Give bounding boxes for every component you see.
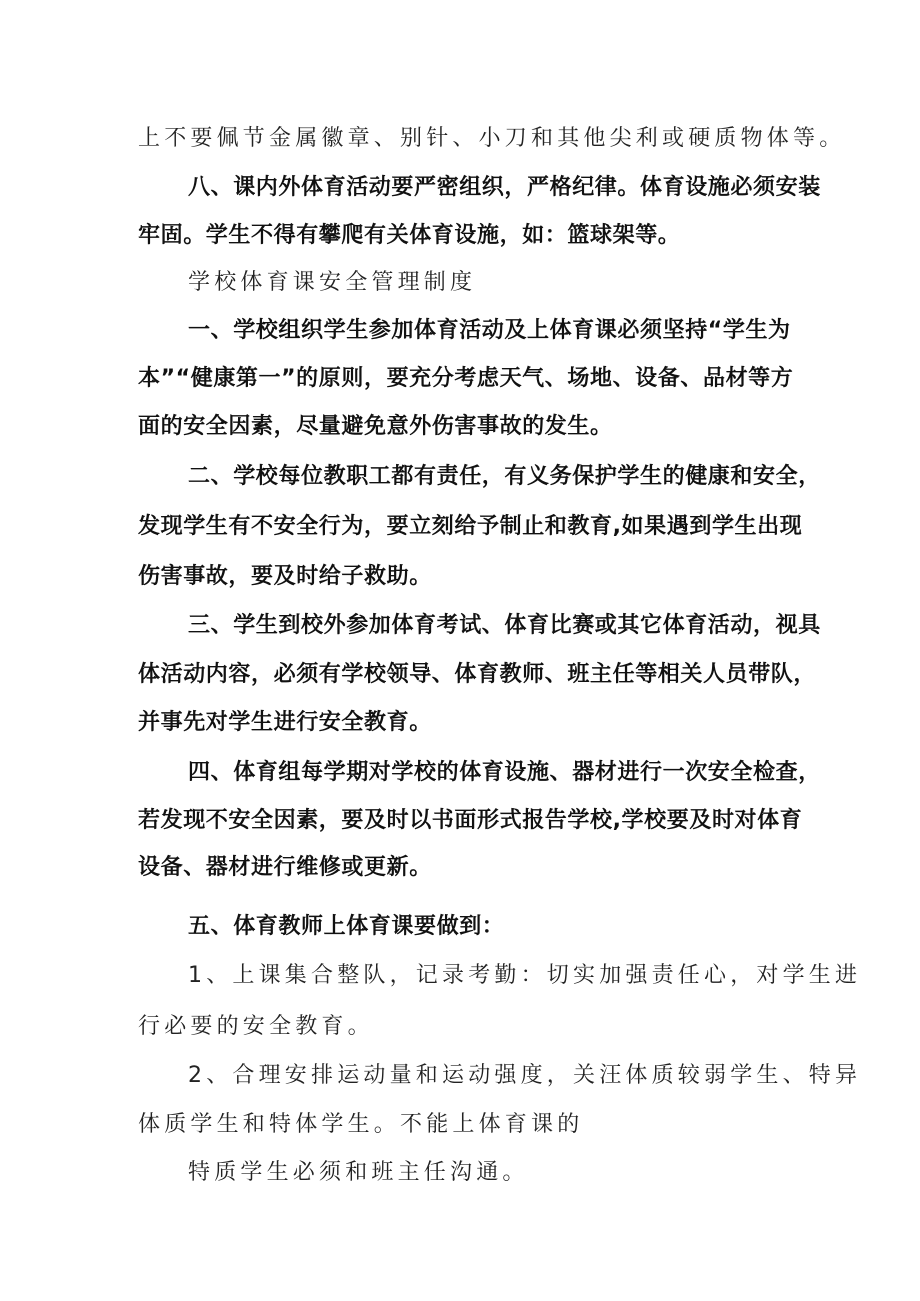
text-line: 伤害事故，要及时给子救助。 xyxy=(138,564,432,589)
text-line: 1、上课集合整队，记录考勤：切实加强责任心，对学生进 xyxy=(188,963,862,988)
text-line: 三、学生到校外参加体育考试、体育比赛或其它体育活动，视具 xyxy=(188,613,821,638)
text-line: 面的安全因素，尽量避免意外伤害事故的发生。 xyxy=(138,414,613,439)
text-line: 牢固。学生不得有攀爬有关体育设施，如：篮球架等。 xyxy=(138,223,681,248)
text-line: 上不要佩节金属徽章、别针、小刀和其他尖利或硬质物体等。 xyxy=(138,126,846,151)
text-line: 特质学生必须和班主任沟通。 xyxy=(188,1160,529,1185)
text-line: 若发现不安全因素，要及时以书面形式报告学校,学校要及时对体育 xyxy=(138,808,803,833)
text-line: 并事先对学生进行安全教育。 xyxy=(138,710,432,735)
section-title: 学校体育课安全管理制度 xyxy=(188,270,477,295)
text-line: 本”“健康第一”的原则，要充分考虑天气、场地、设备、品材等方 xyxy=(138,366,794,391)
text-line: 2、合理安排运动量和运动强度，关汪体质较弱学生、特异 xyxy=(188,1063,862,1088)
text-line: 体质学生和特体学生。不能上体育课的 xyxy=(138,1112,584,1137)
text-line: 行必要的安全教育。 xyxy=(138,1014,374,1039)
text-line: 一、学校组织学生参加体育活动及上体育课必须坚持“学生为 xyxy=(188,318,791,343)
text-line: 设备、器材进行维修或更新。 xyxy=(138,855,432,880)
text-line: 四、体育组每学期对学校的体育设施、器材进行一次安全检查， xyxy=(188,760,821,785)
text-line: 二、学校每位教职工都有责任，有义务保护学生的健康和安全， xyxy=(188,464,821,489)
text-line: 八、课内外体育活动要严密组织，严格纪律。体育设施必须安装 xyxy=(188,175,821,200)
text-line: 体活动内容，必须有学校领导、体育教师、班主任等相关人员带队， xyxy=(138,662,817,687)
text-line: 五、体育教师上体育课要做到： xyxy=(188,914,505,939)
text-line: 发现学生有不安全行为，要立刻给予制止和教育,如果遇到学生出现 xyxy=(138,514,803,539)
